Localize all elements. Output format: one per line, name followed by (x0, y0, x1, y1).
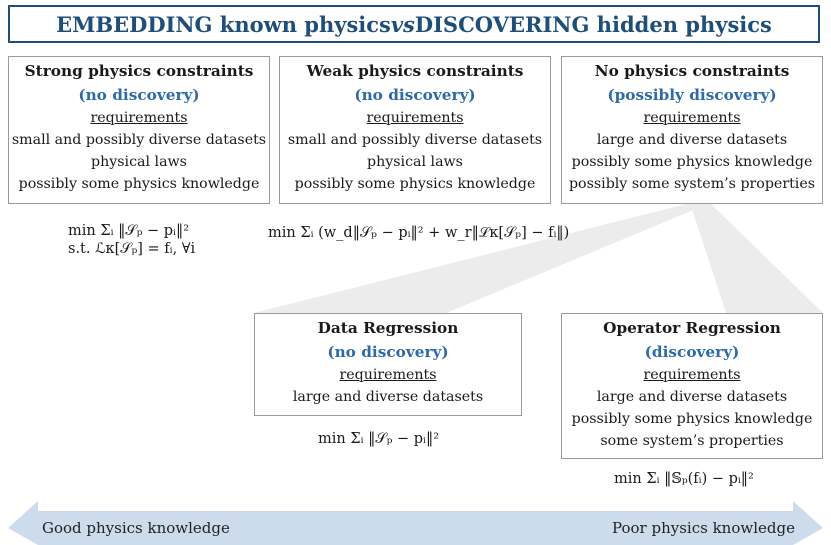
operator-regression-box (561, 313, 823, 459)
requirement-item: large and diverse datasets (292, 389, 484, 405)
requirement-item: physical laws (367, 154, 463, 170)
box-subtitle: (no discovery) (354, 86, 476, 104)
strong-constraint-equation: s.t. ℒκ[𝒮ₚ] = fᵢ, ∀i (68, 241, 196, 257)
box-title: No physics constraints (594, 62, 790, 80)
box-subtitle: (no discovery) (327, 343, 449, 361)
box-subtitle: (no discovery) (78, 86, 200, 104)
box-subtitle: (discovery) (644, 343, 740, 361)
box-title: Data Regression (317, 319, 459, 337)
requirement-item: large and diverse datasets (596, 389, 788, 405)
requirements-label: requirements (339, 367, 437, 383)
strong-constraints-box (8, 56, 270, 204)
requirement-item: possibly some physics knowledge (571, 154, 813, 170)
poor-knowledge-label: Poor physics knowledge (612, 519, 795, 537)
main-title (8, 5, 820, 43)
box-subtitle: (possibly discovery) (607, 86, 777, 104)
operator-regression-equation: min Σᵢ ‖𝕊ₚ(fᵢ) − pᵢ‖² (614, 471, 754, 487)
requirement-item: possibly some physics knowledge (18, 176, 260, 192)
requirement-item: possibly some physics knowledge (294, 176, 536, 192)
requirements-label: requirements (366, 110, 464, 126)
requirements-label: requirements (90, 110, 188, 126)
strong-objective-equation: min Σᵢ ‖𝒮ₚ − pᵢ‖² (68, 223, 190, 239)
good-knowledge-label: Good physics knowledge (42, 519, 230, 537)
requirement-item: large and diverse datasets (596, 132, 788, 148)
box-title: Operator Regression (603, 319, 781, 337)
data-regression-equation: min Σᵢ ‖𝒮ₚ − pᵢ‖² (318, 431, 440, 447)
requirement-item: small and possibly diverse datasets (287, 132, 543, 148)
no-constraints-box (561, 56, 823, 204)
fan-to-operator-regression (690, 203, 823, 313)
title-part2: DISCOVERING hidden physics (414, 11, 772, 37)
title-part1: EMBEDDING known physics (56, 11, 391, 37)
weak-objective-equation: min Σᵢ (w_d‖𝒮ₚ − pᵢ‖² + w_r‖ℒκ[𝒮ₚ] − fᵢ‖) (268, 225, 570, 241)
data-regression-box (254, 313, 522, 416)
requirements-label: requirements (643, 110, 741, 126)
box-title: Weak physics constraints (306, 62, 524, 80)
fan-to-data-regression (254, 203, 710, 313)
requirement-item: physical laws (91, 154, 187, 170)
box-title: Strong physics constraints (24, 62, 254, 80)
title-vs: vs (390, 11, 415, 37)
weak-constraints-box (279, 56, 551, 204)
requirement-item: possibly some system’s properties (568, 176, 816, 192)
requirement-item: small and possibly diverse datasets (11, 132, 267, 148)
requirement-item: possibly some physics knowledge (571, 411, 813, 427)
requirement-item: some system’s properties (600, 433, 784, 449)
requirements-label: requirements (643, 367, 741, 383)
